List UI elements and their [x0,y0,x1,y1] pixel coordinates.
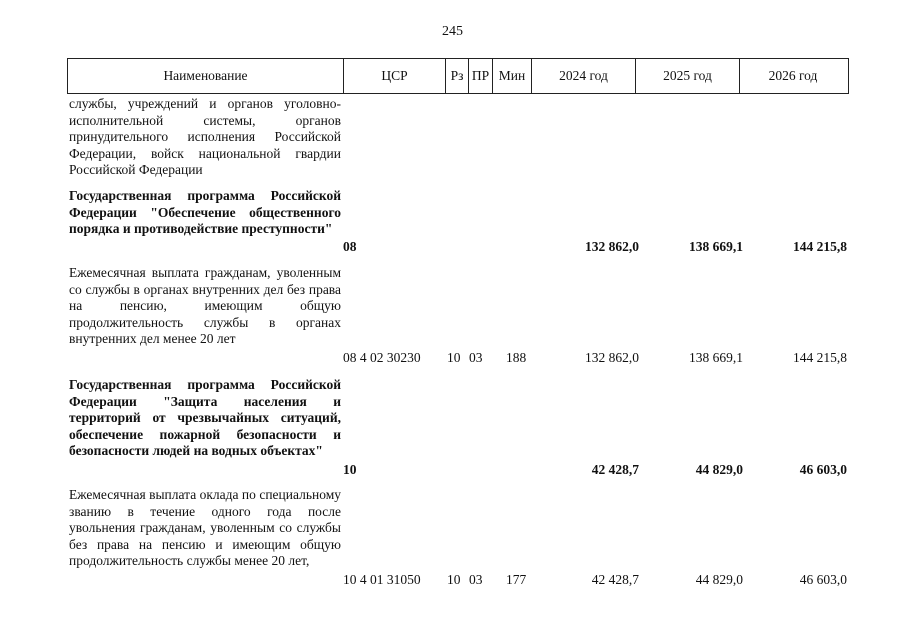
header-csr: ЦСР [344,59,446,93]
table-header [67,58,849,94]
row-name: Ежемесячная выплата гражданам, уволенным со службы в органах внутренних дел без права на пенсию, имеющим общую продолжительность службы в органах внутренних дел менее 20 лет [69,265,341,347]
row-2025: 44 829,0 [695,462,743,477]
row-name: службы, учреждений и органов уголовно-исполнительной системы, органов принудительного исполнения Российской Федерации, войск национальной гвардии Российской Федерации [69,96,341,178]
row-2026: 144 215,8 [793,350,847,365]
row-csr: 10 [343,462,357,477]
row-2025: 138 669,1 [689,350,743,365]
row-2026: 46 603,0 [799,462,847,477]
page-number: 245 [442,24,463,39]
row-2025: 44 829,0 [695,572,743,587]
header-name: Наименование [68,59,344,93]
row-2024: 132 862,0 [585,239,639,254]
header-2025: 2025 год [636,59,740,93]
row-min: 177 [506,572,527,587]
row-csr: 10 4 01 31050 [343,572,421,587]
header-rz: Рз [446,59,469,93]
row-2026: 144 215,8 [793,239,847,254]
row-pr: 03 [469,572,483,587]
header-min: Мин [493,59,532,93]
row-csr: 08 [343,239,357,254]
row-2024: 42 428,7 [591,572,639,587]
row-2026: 46 603,0 [799,572,847,587]
header-2026: 2026 год [768,68,818,83]
row-name: Ежемесячная выплата оклада по специальному званию в течение одного года после увольнения гражданам, уволенным со службы без права на пенсию и имеющим общую продолжительность службы менее 20 лет, [69,487,341,569]
header-pr: ПР [469,59,493,93]
row-rz: 10 [447,350,461,365]
row-2024: 42 428,7 [591,462,639,477]
row-rz: 10 [447,572,461,587]
row-name: Государственная программа Российской Федерации "Защита населения и территорий от чрезвычайных ситуаций, обеспечение пожарной безопасности и безопасности людей на водных объектах" [69,377,341,459]
row-name: Государственная программа Российской Федерации "Обеспечение общественного порядка и противодействие преступности" [69,188,341,237]
row-csr: 08 4 02 30230 [343,350,421,365]
header-2024: 2024 год [532,59,636,93]
row-2025: 138 669,1 [689,239,743,254]
row-pr: 03 [469,350,483,365]
row-min: 188 [506,350,527,365]
row-2024: 132 862,0 [585,350,639,365]
